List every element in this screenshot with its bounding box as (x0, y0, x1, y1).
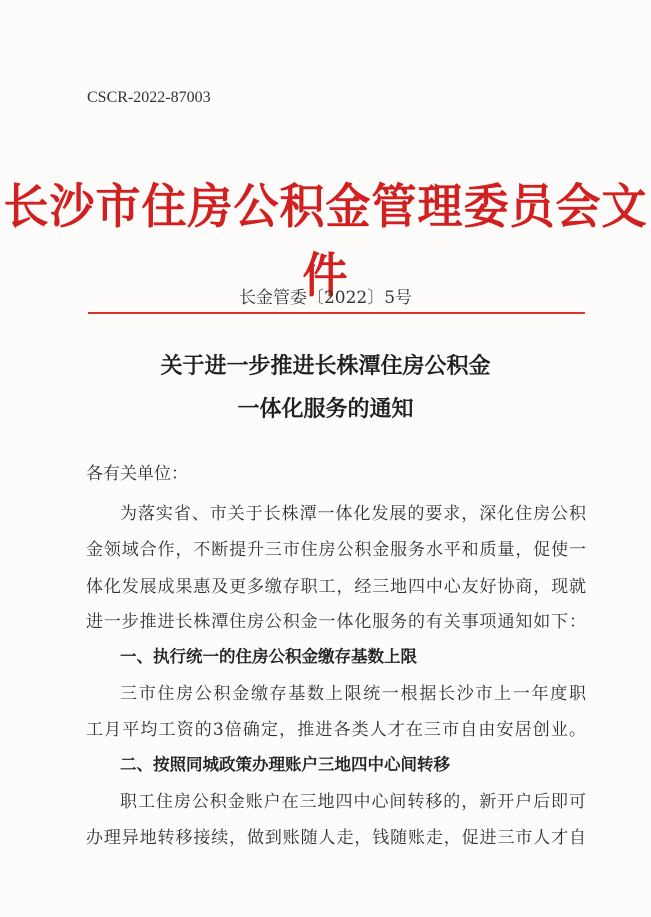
section-1-line-2: 工月平均工资的3倍确定，推进各类人才在三市自由安居创业。 (86, 720, 586, 740)
red-divider-line (88, 312, 585, 314)
intro-line-2: 金领域合作，不断提升三市住房公积金服务水平和质量，促使一 (86, 540, 586, 560)
intro-line-4: 进一步推进长株潭住房公积金一体化服务的有关事项通知如下： (86, 612, 586, 632)
intro-line-1: 为落实省、市关于长株潭一体化发展的要求，深化住房公积 (120, 504, 586, 524)
section-2-line-1: 职工住房公积金账户在三地四中心间转移的，新开户后即可 (120, 792, 586, 812)
section-1-line-1: 三市住房公积金缴存基数上限统一根据长沙市上一年度职 (120, 684, 586, 704)
section-1-heading: 一、执行统一的住房公积金缴存基数上限 (120, 647, 417, 666)
document-number: 长金管委〔2022〕5号 (238, 288, 413, 308)
section-2-line-2: 办理异地转移接续，做到账随人走，钱随账走，促进三市人才自 (86, 828, 586, 848)
masthead-title: 长沙市住房公积金管理委员会文件 (3, 178, 648, 304)
document-code: CSCR-2022-87003 (87, 89, 211, 106)
notice-title-line-2: 一体化服务的通知 (237, 396, 414, 422)
intro-line-3: 体化发展成果惠及更多缴存职工，经三地四中心友好协商，现就 (86, 577, 586, 597)
notice-title-line-1: 关于进一步推进长株潭住房公积金 (160, 353, 491, 379)
salutation: 各有关单位： (86, 464, 188, 484)
section-2-heading: 二、按照同城政策办理账户三地四中心间转移 (120, 755, 450, 774)
